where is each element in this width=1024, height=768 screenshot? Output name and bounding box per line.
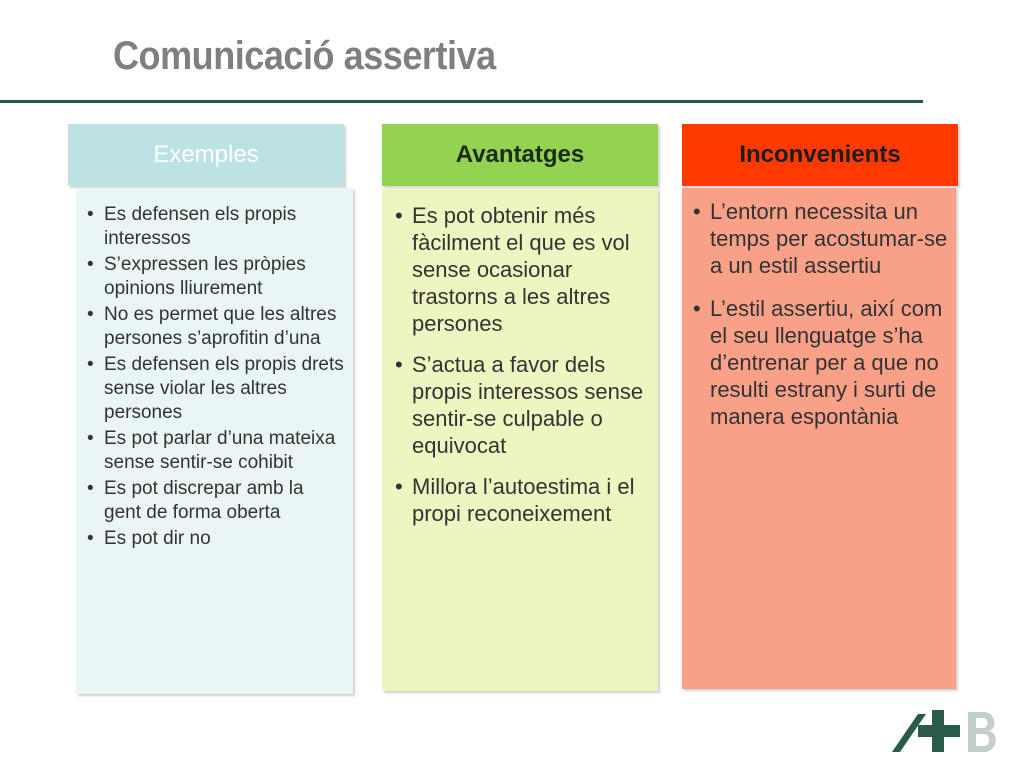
list-item: • Es pot obtenir més fàcilment el que es vol sense ocasionar trastorns a les altres persones: [392, 202, 650, 337]
plus-b-logo-icon: [888, 706, 1008, 762]
title-divider: [0, 100, 923, 103]
list-item: • S’expressen les pròpies opinions lliurement: [84, 253, 345, 301]
exemples-list: [84, 203, 345, 551]
column-header-exemples: Exemples: [68, 124, 344, 186]
column-body-avantatges: [382, 188, 658, 691]
inconvenients-list: [690, 198, 948, 430]
column-body-inconvenients: [682, 188, 956, 689]
list-item: • Es pot dir no: [84, 527, 345, 551]
list-item: • Es defensen els propis interessos: [84, 203, 345, 251]
list-item: • Millora l’autoestima i el propi reconeixement: [392, 473, 650, 527]
slide-title: Comunicació assertiva: [113, 34, 496, 78]
list-item: • No es permet que les altres persones s’aprofitin d’una: [84, 303, 345, 351]
column-body-exemples: [76, 188, 353, 694]
list-item: • Es pot discrepar amb la gent de forma oberta: [84, 477, 345, 525]
avantatges-list: [392, 202, 650, 527]
column-header-avantatges: Avantatges: [382, 124, 658, 186]
list-item: • L’estil assertiu, així com el seu llenguatge s’ha d’entrenar per a que no resulti estrany i surti de manera espontània: [690, 295, 948, 430]
list-item: • L’entorn necessita un temps per acostumar-se a un estil assertiu: [690, 198, 948, 279]
list-item: • S’actua a favor dels propis interessos sense sentir-se culpable o equivocat: [392, 351, 650, 459]
column-header-inconvenients: Inconvenients: [682, 124, 958, 186]
list-item: • Es defensen els propis drets sense violar les altres persones: [84, 353, 345, 425]
list-item: • Es pot parlar d’una mateixa sense sentir-se cohibit: [84, 427, 345, 475]
